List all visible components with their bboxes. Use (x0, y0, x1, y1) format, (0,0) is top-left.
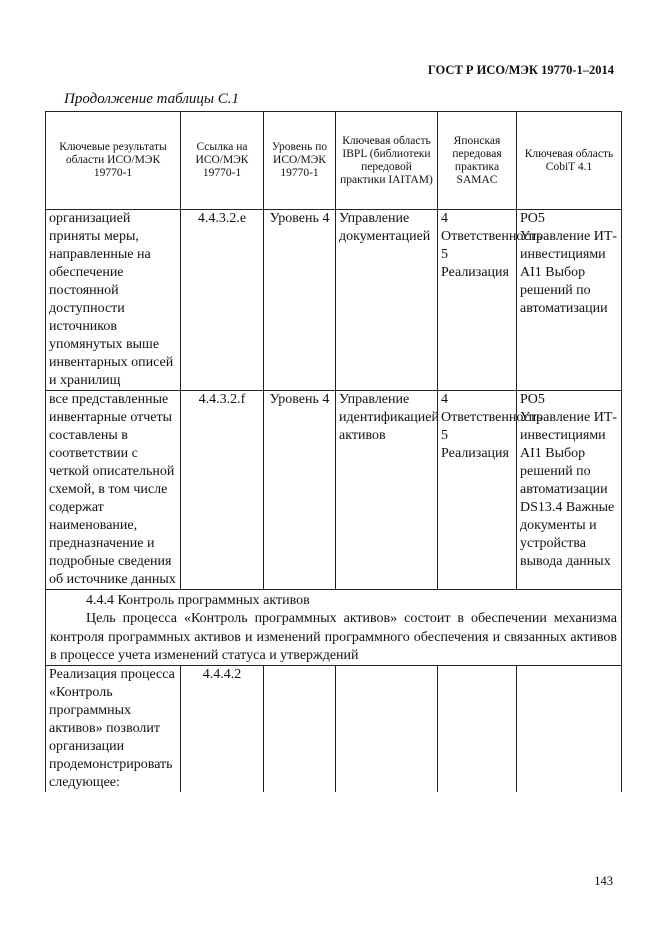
cell-result: Реализация процесса «Контроль программных активов» позволит организации продемонстрировать следующее: (46, 666, 181, 793)
cell-result: все представленные инвентарные отчеты составлены в соответствии с четкой описательной схемой, в том числе содержат наименование, предназначение и подробные сведения об источнике данных (46, 391, 181, 590)
cell-level: Уровень 4 (264, 391, 336, 590)
cell-cobit: PO5 Управление ИТ-инвестициями AI1 Выбор решений по автоматизации (517, 210, 622, 391)
table-row (46, 666, 622, 793)
document-standard-header: ГОСТ Р ИСО/МЭК 19770-1–2014 (427, 63, 614, 77)
cell-ibpl: Управление документацией (336, 210, 438, 391)
cell-samac: 4 Ответственность 5 Реализация (438, 391, 517, 590)
cell-samac (438, 666, 517, 793)
section-description: Цель процесса «Контроль программных активов» состоит в обеспечении механизма контроля программных активов и изменений программного обеспечения и связанных активов в процессе учета изменений статуса и утверждений (50, 611, 617, 663)
section-cell (46, 590, 622, 666)
table-caption: Продолжение таблицы С.1 (64, 91, 240, 107)
cell-reference: 4.4.3.2.e (181, 210, 264, 391)
table-row (46, 210, 622, 391)
cell-samac: 4 Ответственность 5 Реализация (438, 210, 517, 391)
cell-cobit: PO5 Управление ИТ-инвестициями AI1 Выбор решений по автоматизации DS13.4 Важные документы и устройства вывода данных (517, 391, 622, 590)
table-row (46, 391, 622, 590)
header-samac-practice: Японская передовая практика SAMAC (438, 112, 517, 210)
cell-ibpl (336, 666, 438, 793)
cell-cobit (517, 666, 622, 793)
table-header-row (46, 112, 622, 210)
section-title: 4.4.4 Контроль программных активов (86, 593, 310, 608)
page-number: 143 (594, 874, 613, 888)
cell-ibpl: Управление идентификацией активов (336, 391, 438, 590)
header-iso-level: Уровень по ИСО/МЭК 19770-1 (264, 112, 336, 210)
cell-result: организацией приняты меры, направленные на обеспечение постоянной доступности источников упомянутых выше инвентарных описей и хранилищ (46, 210, 181, 391)
header-iso-reference: Ссылка на ИСО/МЭК 19770-1 (181, 112, 264, 210)
header-iso-results: Ключевые результаты области ИСО/МЭК 19770-1 (46, 112, 181, 210)
header-ibpl-area: Ключевая область IBPL (библиотеки передовой практики IAITAM) (336, 112, 438, 210)
cell-level: Уровень 4 (264, 210, 336, 391)
section-row (46, 590, 622, 666)
cell-reference: 4.4.4.2 (181, 666, 264, 793)
cell-reference: 4.4.3.2.f (181, 391, 264, 590)
cell-level (264, 666, 336, 793)
comparison-table (45, 111, 622, 792)
header-cobit-area: Ключевая область CobiT 4.1 (517, 112, 622, 210)
